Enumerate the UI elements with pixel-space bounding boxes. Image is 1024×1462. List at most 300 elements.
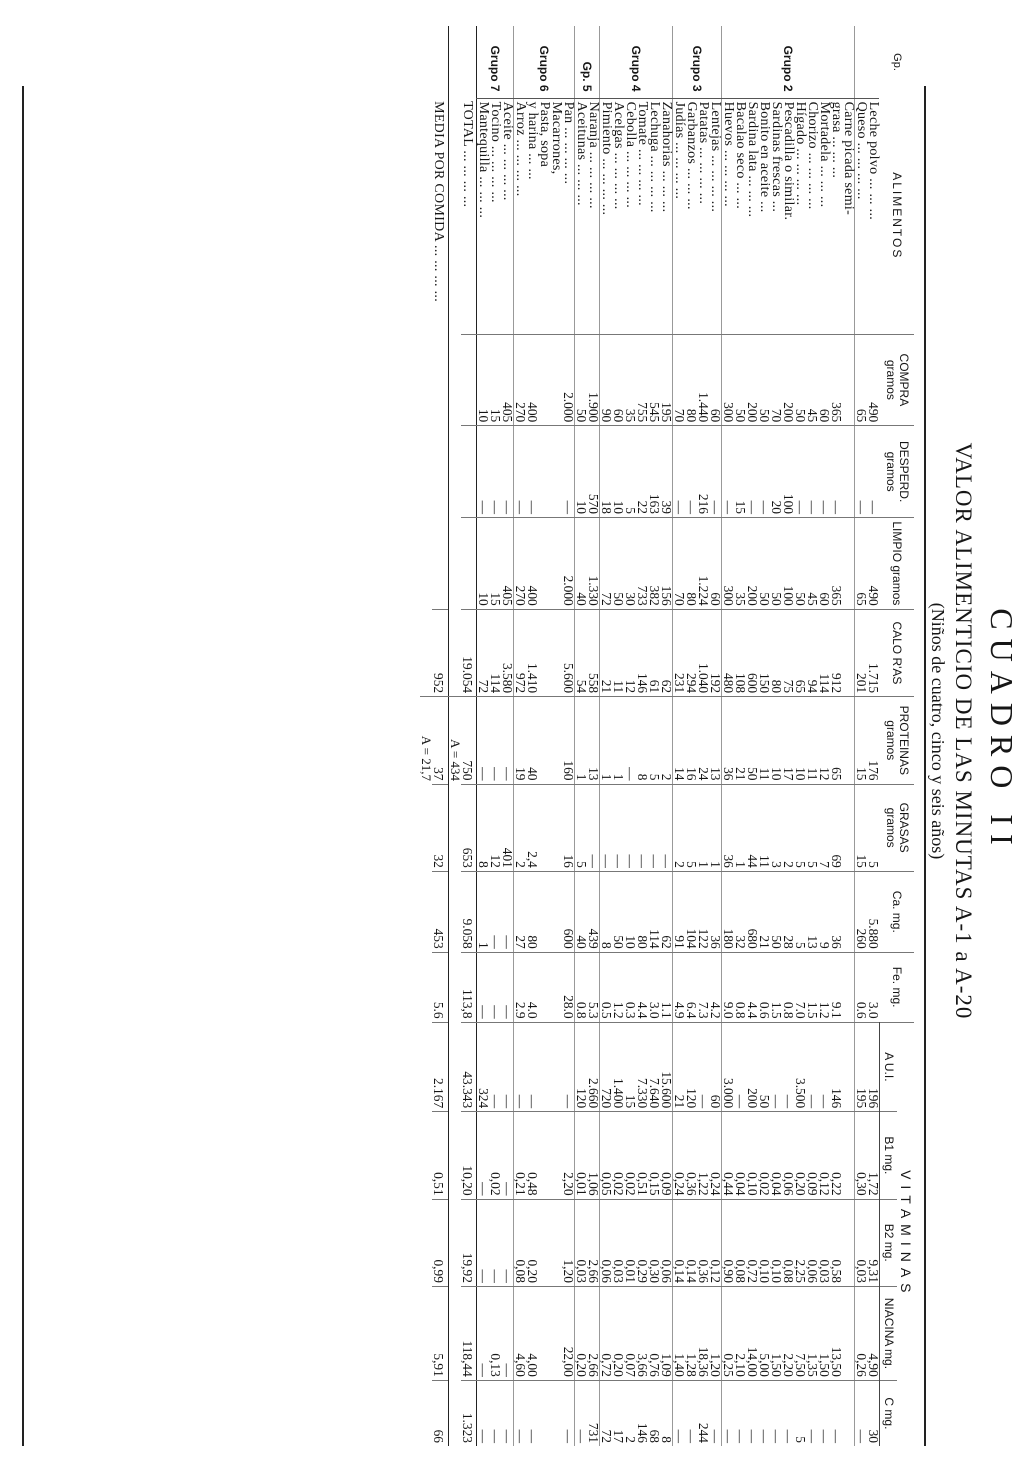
cell-c: 5	[794, 1380, 806, 1446]
cell-niacina: 0,20	[575, 1286, 588, 1380]
food-name: Carne picada semi-	[842, 98, 855, 334]
cell-fe: 4.0	[526, 952, 538, 1022]
cell-gras: 2,4	[526, 784, 538, 871]
cell-c: —	[501, 1380, 514, 1446]
cell-prot: 5	[648, 697, 660, 784]
cell-cal: 21	[600, 609, 613, 696]
cell-a: 120	[685, 1022, 697, 1112]
cell-ca: 439	[587, 871, 600, 952]
total-fe: 113,8	[461, 952, 477, 1022]
food-name: Tomate ... ... ... ...	[635, 101, 650, 206]
nutrition-table	[420, 26, 914, 1446]
cell-c: —	[673, 1380, 686, 1446]
bottom-rule	[22, 86, 24, 1446]
cell-desperd: —	[709, 426, 722, 518]
cell-fe: 5.3	[587, 952, 600, 1022]
cell-desperd: 15	[734, 426, 746, 518]
cell-b1: 2,20	[562, 1112, 575, 1199]
cell-gras: 44	[746, 784, 758, 871]
food-name: Naranja ... ... ... ...	[587, 98, 600, 334]
table-row	[794, 26, 806, 1446]
cell-niacina: 0,07	[624, 1286, 636, 1380]
media-row	[432, 26, 449, 1446]
cell-desperd: —	[746, 426, 758, 518]
cell-niacina: 1,50	[770, 1286, 782, 1380]
cell-niacina: 1,28	[685, 1286, 697, 1380]
cell-ca: 50	[770, 871, 782, 952]
cell-niacina: 0,76	[648, 1286, 660, 1380]
table-row	[636, 26, 648, 1446]
group-label: Grupo 6	[514, 26, 575, 98]
cell-c: 146	[636, 1380, 648, 1446]
cell-desperd: —	[758, 426, 770, 518]
cell-b2: 0,58	[830, 1199, 842, 1286]
cell-b2: 9,31	[867, 1199, 880, 1286]
cell-desperd: —	[794, 426, 806, 518]
cell-b2: 0,29	[636, 1199, 648, 1286]
cell-a: 3.000	[722, 1022, 735, 1112]
total-row	[461, 26, 477, 1446]
cell-limpio: 80	[685, 518, 697, 610]
cell-b1: 0,10	[746, 1112, 758, 1199]
cell-gras: 1	[697, 784, 709, 871]
cell-desperd: 100	[782, 426, 794, 518]
group-label: Grupo 7	[477, 26, 514, 98]
cell-gras: —	[648, 784, 660, 871]
cell-b2: 2,66	[587, 1199, 600, 1286]
cell-b2: 0,90	[722, 1199, 735, 1286]
cell-desperd: 10	[612, 426, 624, 518]
cell-limpio: 72	[600, 518, 613, 610]
cell-a: —	[501, 1022, 514, 1112]
cell-niacina: 0,20	[612, 1286, 624, 1380]
cell-ca: 36	[830, 871, 842, 952]
total-prot: 750	[461, 697, 477, 784]
total-ca: 9.058	[461, 871, 477, 952]
cell-prot: 2	[660, 697, 673, 784]
cell-limpio: 382	[648, 518, 660, 610]
cell-b2: 0,10	[770, 1199, 782, 1286]
total-extra-row	[449, 26, 462, 1446]
media-fe: 5.6	[432, 952, 449, 1022]
cell-niacina: 0,25	[722, 1286, 735, 1380]
cell-c: 8	[660, 1380, 673, 1446]
cell-b2: 0,36	[697, 1199, 709, 1286]
cell-niacina: 4,60	[514, 1286, 527, 1380]
cell-fe: 4.9	[673, 952, 686, 1022]
cell-limpio: 50	[612, 518, 624, 610]
total-gp	[461, 26, 477, 98]
cell-cal: 294	[685, 609, 697, 696]
cell-a: 324	[477, 1022, 490, 1112]
cell-c: —	[855, 1380, 868, 1446]
cell-b2: 0,08	[782, 1199, 794, 1286]
cell-fe: 9.1	[830, 952, 842, 1022]
header-alimentos: ALIMENTOS	[890, 172, 905, 260]
header-grasas: GRASAS gramos	[880, 784, 915, 871]
cell-limpio: 65	[855, 518, 868, 610]
cell-niacina: 1,35	[806, 1286, 818, 1380]
cell-b1: 0,02	[612, 1112, 624, 1199]
cell-cal: 146	[636, 609, 648, 696]
media-a: 2.167	[432, 1022, 449, 1112]
cell-fe: 0.3	[624, 952, 636, 1022]
cell-cal: 61	[648, 609, 660, 696]
cell-limpio: 30	[624, 518, 636, 610]
cell-desperd: —	[830, 426, 842, 518]
cell-cal: 54	[575, 609, 588, 696]
cell-fe: 1.2	[612, 952, 624, 1022]
cell-fe: 2.9	[514, 952, 527, 1022]
table-row	[770, 26, 782, 1446]
total-c: 1.323	[461, 1380, 477, 1446]
cell-b2: 0,14	[673, 1199, 686, 1286]
cell-b1: 0,05	[600, 1112, 613, 1199]
media-b1: 0,51	[432, 1112, 449, 1199]
cell-ca: 122	[697, 871, 709, 952]
cell-compra: 2.000	[562, 334, 575, 426]
cell-desperd: —	[806, 426, 818, 518]
cell-b1: 0,04	[770, 1112, 782, 1199]
table-row	[526, 26, 538, 1446]
table-row	[575, 26, 588, 1446]
table-row	[612, 26, 624, 1446]
cell-gras: 5	[867, 784, 880, 871]
cell-limpio: 733	[636, 518, 648, 610]
cell-prot: 16	[685, 697, 697, 784]
cell-niacina: 4,90	[867, 1286, 880, 1380]
cell-desperd: —	[685, 426, 697, 518]
cell-cal: 114	[818, 609, 830, 696]
cell-b1: 0,24	[709, 1112, 722, 1199]
cell-niacina: 7,50	[794, 1286, 806, 1380]
cell-prot: 1	[612, 697, 624, 784]
cell-fe: 0.8	[782, 952, 794, 1022]
cell-prot: 17	[782, 697, 794, 784]
cell-b1: 0,44	[722, 1112, 735, 1199]
cell-c: 17	[612, 1380, 624, 1446]
cell-compra: 365	[830, 334, 842, 426]
cell-cal: 192	[709, 609, 722, 696]
table-row	[842, 26, 855, 1446]
cell-prot: 10	[794, 697, 806, 784]
cell-b2: 1,20	[562, 1199, 575, 1286]
cell-gras: 1	[709, 784, 722, 871]
cell-c: —	[685, 1380, 697, 1446]
header-ca: Ca. mg.	[880, 871, 915, 952]
food-name: Zanahorias ... ... ...	[660, 98, 673, 334]
cell-prot: 36	[722, 697, 735, 784]
table-row	[830, 26, 842, 1446]
cell-ca: 27	[514, 871, 527, 952]
cell-c: —	[746, 1380, 758, 1446]
cell-desperd: —	[501, 426, 514, 518]
table-row	[660, 26, 673, 1446]
cell-fe: 3.0	[648, 952, 660, 1022]
cell-cal: 480	[722, 609, 735, 696]
header-gp: Gp.	[891, 53, 904, 71]
cell-b1: 0,36	[685, 1112, 697, 1199]
cell-compra: 65	[855, 334, 868, 426]
media-prot: 37	[432, 697, 449, 784]
cell-ca: —	[489, 871, 501, 952]
cell-fe: 6.4	[685, 952, 697, 1022]
cell-niacina: 4,00	[526, 1286, 538, 1380]
cell-b2: 0,72	[746, 1199, 758, 1286]
cell-gras: 2	[673, 784, 686, 871]
cell-gras: 5	[685, 784, 697, 871]
food-name: Bonito en aceite ...	[757, 101, 772, 213]
cell-compra: 50	[794, 334, 806, 426]
media-label: MEDIA POR COMIDA ... ... ... ...	[432, 98, 449, 334]
cell-compra: 300	[722, 334, 735, 426]
food-name: Leche polvo ... ... ...	[866, 101, 882, 221]
cell-limpio: 200	[746, 518, 758, 610]
cell-ca: 80	[636, 871, 648, 952]
cell-a: 7.330	[636, 1022, 648, 1112]
total-prot-extra: A = 434	[449, 697, 462, 784]
cell-limpio: 50	[794, 518, 806, 610]
table-row	[746, 26, 758, 1446]
cell-compra: 70	[673, 334, 686, 426]
cell-fe: 0.8	[575, 952, 588, 1022]
cell-gras: 12	[489, 784, 501, 871]
food-name: Macarrones,	[549, 101, 564, 175]
table-row	[867, 26, 880, 1446]
cell-niacina: 1,50	[818, 1286, 830, 1380]
cell-limpio: 156	[660, 518, 673, 610]
food-name: Hígado ... ... ... ...	[793, 101, 808, 206]
cell-b2: 0,12	[709, 1199, 722, 1286]
total-gras: 653	[461, 784, 477, 871]
cell-c: —	[489, 1380, 501, 1446]
cell-niacina: 5,00	[758, 1286, 770, 1380]
cell-compra: 200	[782, 334, 794, 426]
cell-prot: —	[477, 697, 490, 784]
food-name: Judías ... ... ... ...	[672, 101, 687, 200]
table-row	[673, 26, 686, 1446]
food-name: y harina ... ...	[525, 101, 540, 180]
cell-a: —	[697, 1022, 709, 1112]
cell-a: 2.660	[587, 1022, 600, 1112]
cell-b2: 0,30	[648, 1199, 660, 1286]
cell-prot: 19	[514, 697, 527, 784]
cell-a: —	[782, 1022, 794, 1112]
header-compra: COMPRA gramos	[880, 334, 915, 426]
cell-limpio: 70	[673, 518, 686, 610]
cell-b1: 0,02	[489, 1112, 501, 1199]
cell-cal: 972	[514, 609, 527, 696]
food-name: Cebolla ... ... ... ...	[623, 101, 638, 209]
cell-desperd: 216	[697, 426, 709, 518]
table-row	[600, 26, 613, 1446]
cell-prot: 1	[575, 697, 588, 784]
cell-gras: 5	[575, 784, 588, 871]
cell-prot: —	[489, 697, 501, 784]
food-name: Pasta, sopa	[537, 101, 552, 168]
cell-gras: —	[587, 784, 600, 871]
food-name: Patatas ... ... ... ...	[696, 101, 711, 205]
header-limpio: LIMPIO gramos	[880, 518, 915, 610]
cell-a: —	[514, 1022, 527, 1112]
page-note: (Niños de cuatro, cinco y seis años)	[928, 602, 948, 860]
cell-c: —	[562, 1380, 575, 1446]
cell-cal: 150	[758, 609, 770, 696]
food-name: Mortadela ... ... ...	[817, 101, 832, 208]
cell-niacina: 2,20	[782, 1286, 794, 1380]
cell-b1: 0,09	[806, 1112, 818, 1199]
table-row	[709, 26, 722, 1446]
cell-gras: 8	[477, 784, 490, 871]
cell-gras: 16	[562, 784, 575, 871]
table-row	[489, 26, 501, 1446]
table-row	[818, 26, 830, 1446]
total-cal: 19.054	[461, 609, 477, 696]
cell-compra: 200	[746, 334, 758, 426]
header-vit-b1: B1 mg.	[880, 1112, 898, 1199]
food-name: Lentejas ... ... ... ...	[709, 98, 722, 334]
top-rule	[924, 86, 926, 1446]
cell-cal: 600	[746, 609, 758, 696]
cell-niacina: 0,26	[855, 1286, 868, 1380]
table-row	[855, 26, 868, 1446]
cell-fe: 0.6	[758, 952, 770, 1022]
cell-desperd: 20	[770, 426, 782, 518]
table-row	[685, 26, 697, 1446]
cell-c: 244	[697, 1380, 709, 1446]
cell-fe: 1.5	[770, 952, 782, 1022]
cell-niacina: 3,66	[636, 1286, 648, 1380]
total-a: 43.343	[461, 1022, 477, 1112]
cell-prot: 13	[709, 697, 722, 784]
cell-ca: 62	[660, 871, 673, 952]
cell-b2: 0,06	[600, 1199, 613, 1286]
cell-limpio: 35	[734, 518, 746, 610]
cell-a: 15.600	[660, 1022, 673, 1112]
cell-desperd: 18	[600, 426, 613, 518]
header-calorias: CALO R'AS	[880, 609, 915, 696]
cell-prot: 15	[855, 697, 868, 784]
cell-limpio: 405	[501, 518, 514, 610]
cell-ca: 600	[562, 871, 575, 952]
group-label: Grupo 3	[673, 26, 722, 98]
table-row	[587, 26, 600, 1446]
cell-compra: 10	[477, 334, 490, 426]
cell-limpio: 2.000	[562, 518, 575, 610]
cell-c: —	[758, 1380, 770, 1446]
media-b2: 0,99	[432, 1199, 449, 1286]
cell-a: —	[562, 1022, 575, 1112]
cell-cal: 11	[612, 609, 624, 696]
cell-cal: 12	[624, 609, 636, 696]
cell-ca: 32	[734, 871, 746, 952]
page-title: CUADRO II	[984, 608, 1020, 854]
cell-limpio: 50	[770, 518, 782, 610]
cell-b2: 0,03	[855, 1199, 868, 1286]
cell-limpio: 490	[867, 518, 880, 610]
header-vit-b2: B2 mg.	[880, 1199, 898, 1286]
group-label: Grupo 4	[600, 26, 673, 98]
cell-cal: 114	[489, 609, 501, 696]
cell-prot: 11	[758, 697, 770, 784]
cell-cal: 3.580	[501, 609, 514, 696]
cell-gras: —	[624, 784, 636, 871]
cell-b2: 0,08	[734, 1199, 746, 1286]
cell-compra: 195	[660, 334, 673, 426]
cell-b2: 0,06	[660, 1199, 673, 1286]
total-label: TOTAL ... ... ... ...	[461, 98, 477, 334]
cell-b1: —	[477, 1112, 490, 1199]
cell-ca: 9	[818, 871, 830, 952]
cell-c: —	[575, 1380, 588, 1446]
cell-cal: 912	[830, 609, 842, 696]
cell-cal: 62	[660, 609, 673, 696]
cell-desperd: —	[673, 426, 686, 518]
cell-niacina: 0,13	[489, 1286, 501, 1380]
cell-desperd: —	[526, 426, 538, 518]
cell-desperd: 22	[636, 426, 648, 518]
cell-ca: 104	[685, 871, 697, 952]
table-row	[624, 26, 636, 1446]
cell-compra: 545	[648, 334, 660, 426]
cell-cal: 5.600	[562, 609, 575, 696]
cell-desperd: 39	[660, 426, 673, 518]
cell-cal: 75	[782, 609, 794, 696]
media-niacina: 5,91	[432, 1286, 449, 1380]
cell-fe: 1.5	[806, 952, 818, 1022]
total-b2: 19,92	[461, 1199, 477, 1286]
cell-gras: 69	[830, 784, 842, 871]
table-row	[562, 26, 575, 1446]
cell-niacina: 13,50	[830, 1286, 842, 1380]
cell-prot: 13	[587, 697, 600, 784]
cell-prot: —	[624, 697, 636, 784]
cell-compra: 1.440	[697, 334, 709, 426]
cell-desperd: —	[867, 426, 880, 518]
cell-b2: 0,03	[575, 1199, 588, 1286]
cell-prot: 12	[818, 697, 830, 784]
cell-desperd: 163	[648, 426, 660, 518]
cell-fe: 7.0	[794, 952, 806, 1022]
cell-prot: 40	[526, 697, 538, 784]
food-name: Huevos ... ... ... ...	[721, 101, 736, 207]
cell-c: —	[818, 1380, 830, 1446]
cell-fe: 4.2	[709, 952, 722, 1022]
cell-a: —	[806, 1022, 818, 1112]
cell-c: —	[806, 1380, 818, 1446]
cell-b2: 0,10	[758, 1199, 770, 1286]
cell-prot: 65	[830, 697, 842, 784]
cell-fe: 4.4	[636, 952, 648, 1022]
cell-limpio: 50	[758, 518, 770, 610]
cell-desperd: 570	[587, 426, 600, 518]
cell-b1: 0,51	[636, 1112, 648, 1199]
cell-compra: 755	[636, 334, 648, 426]
cell-limpio: 1.224	[697, 518, 709, 610]
food-name: Pimiento ... ... ... ...	[599, 101, 614, 216]
cell-fe: —	[489, 952, 501, 1022]
total-b1: 10,20	[461, 1112, 477, 1199]
group-label: Gp. 5	[575, 26, 600, 98]
cell-limpio: 270	[514, 518, 527, 610]
cell-cal: 1.040	[697, 609, 709, 696]
table-row	[734, 26, 746, 1446]
cell-cal: 558	[587, 609, 600, 696]
cell-a: 120	[575, 1022, 588, 1112]
cell-fe: —	[477, 952, 490, 1022]
cell-b1: 0,09	[660, 1112, 673, 1199]
cell-desperd: —	[722, 426, 735, 518]
